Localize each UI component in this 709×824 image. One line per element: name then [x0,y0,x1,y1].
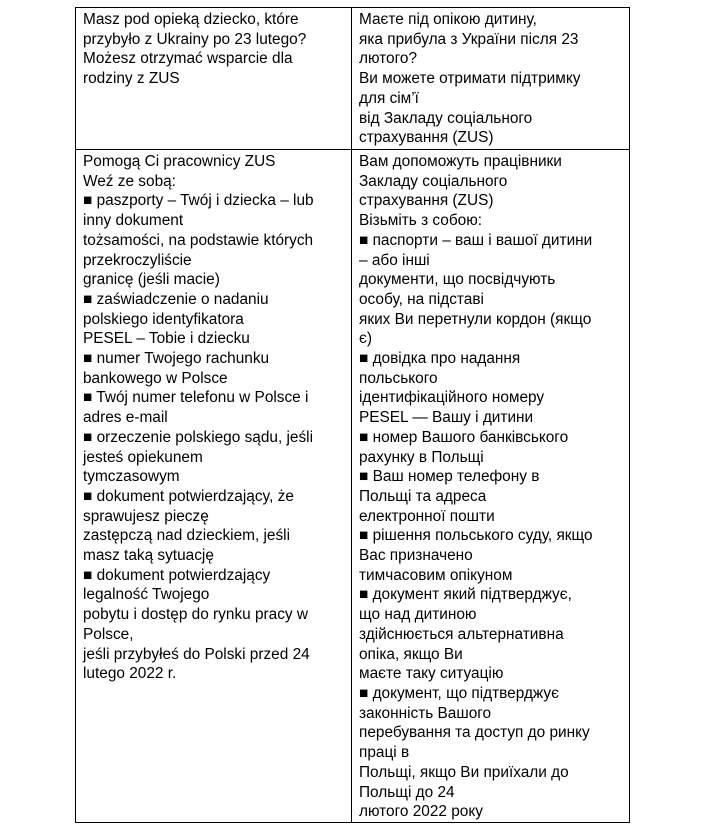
pl-header-line: Możesz otrzymać wsparcie dla [83,50,293,68]
ua-body-line: що над дитиною [359,606,477,624]
ua-body-line: здійснюється альтернативна [359,625,564,643]
ua-body-line: особу, на підставі [359,290,484,308]
header-cell-ukrainian [352,8,630,150]
pl-body-line: Polsce, [83,625,134,643]
ua-body-line: рахунку в Польщі [359,448,484,466]
pl-body-line: tożsamości, na podstawie których [83,231,314,249]
ua-body-line: ■ документ, що підтверджує [359,684,559,702]
pl-body-line: ■ dokument potwierdzający [83,566,271,584]
ua-body-line: – або інші [359,251,430,269]
ua-header-line: страхування (ZUS) [359,129,494,147]
pl-body-line: lutego 2022 r. [83,665,177,683]
ua-body-line: Польщі, якщо Ви приїхали до [359,763,569,781]
ua-body-line: яких Ви перетнули кордон (якщо [359,310,592,328]
pl-body-line: ■ Twój numer telefonu w Polsce i [83,389,309,407]
pl-body-line: Pomogą Ci pracownicy ZUS [83,153,276,170]
ua-body-line: Польщі та адреса [359,487,487,505]
pl-body-line: zastępczą nad dzieckiem, jeśli [83,527,291,545]
ua-header-line: від Закладу соціального [359,109,533,127]
ua-body-line: опіка, якщо Ви [359,645,463,663]
pl-body-line: przekroczyliście [83,251,192,269]
pl-body-line: granicę (jeśli macie) [83,271,220,289]
ua-body-line: Закладу соціального [359,172,508,190]
pl-body-line: jesteś opiekunem [83,448,203,466]
ua-body-line: документи, що посвідчують [359,271,556,289]
ua-body-line: ■ паспорти – ваш і вашої дитини [359,231,593,249]
body-row [76,150,630,823]
ua-body-line: ■ Ваш номер телефону в [359,468,540,486]
pl-body-line: tymczasowym [83,468,180,486]
pl-body-line: sprawujesz pieczę [83,507,209,525]
ua-body-line: праці в [359,744,410,762]
pl-body-line: ■ numer Twojego rachunku [83,350,270,368]
ua-body-line: маєте таку ситуацію [359,665,504,683]
ua-body-line: ■ довідка про надання [359,350,521,368]
header-cell-polish [76,8,352,150]
pl-body-line: legalność Twojego [83,586,210,604]
pl-body-line: ■ orzeczenie polskiego sądu, jeśli [83,428,314,446]
ua-body-line: польського [359,369,438,387]
ua-body-line: ■ рішення польського суду, якщо [359,527,593,545]
ua-header-line: Маєте під опікою дитину, [359,11,537,28]
ua-body-line: ідентифікаційного номеру [359,389,545,407]
ua-body-line: тимчасовим опікуном [359,566,513,584]
pl-header-line: Masz pod opieką dziecko, które [83,11,299,28]
pl-body-line: ■ paszporty – Twój i dziecka – lub [83,192,314,210]
pl-body-line: masz taką sytuację [83,547,214,565]
pl-body-line: bankowego w Polsce [83,369,228,387]
ua-header-line: Ви можете отримати підтримку [359,70,581,88]
pl-body-line: ■ zaświadczenie o nadaniu [83,290,269,308]
bilingual-info-table [75,7,630,823]
ua-body-line: ■ номер Вашого банківського [359,428,569,446]
ua-header-line: лютого? [359,50,418,68]
pl-body-line: inny dokument [83,212,184,230]
pl-body-line: adres e-mail [83,409,168,427]
ua-body-line: Візьміть з собою: [359,212,483,230]
ua-body-line: Вам допоможуть працівники [359,153,562,170]
body-cell-polish [76,150,352,823]
pl-body-line: polskiego identyfikatora [83,310,244,328]
ua-body-line: є) [359,330,372,348]
ua-body-line: Вас призначено [359,547,473,565]
ua-header-line: яка прибула з України після 23 [359,30,579,48]
header-row [76,8,630,150]
ua-body-line: законність Вашого [359,704,492,722]
ua-header-line: для сім’ї [359,89,419,107]
body-cell-ukrainian [352,150,630,823]
ua-body-line: Польщі до 24 [359,783,455,801]
ua-body-line: страхування (ZUS) [359,192,494,210]
ua-body-line: PESEL — Вашу і дитини [359,409,534,427]
ua-body-line: електронної пошти [359,507,495,525]
pl-body-line: pobytu i dostęp do rynku pracy w [83,606,308,624]
pl-body-line: PESEL – Tobie i dziecku [83,330,250,348]
pl-body-line: Weź ze sobą: [83,172,176,190]
pl-body-line: ■ dokument potwierdzający, że [83,487,294,505]
ua-body-line: лютого 2022 року [359,803,483,821]
pl-header-line: przybyło z Ukrainy po 23 lutego? [83,30,307,48]
ua-body-line: перебування та доступ до ринку [359,724,590,742]
pl-body-line: jeśli przybyłeś do Polski przed 24 [83,645,310,663]
pl-header-line: rodziny z ZUS [83,70,180,88]
ua-body-line: ■ документ який підтверджує, [359,586,572,604]
